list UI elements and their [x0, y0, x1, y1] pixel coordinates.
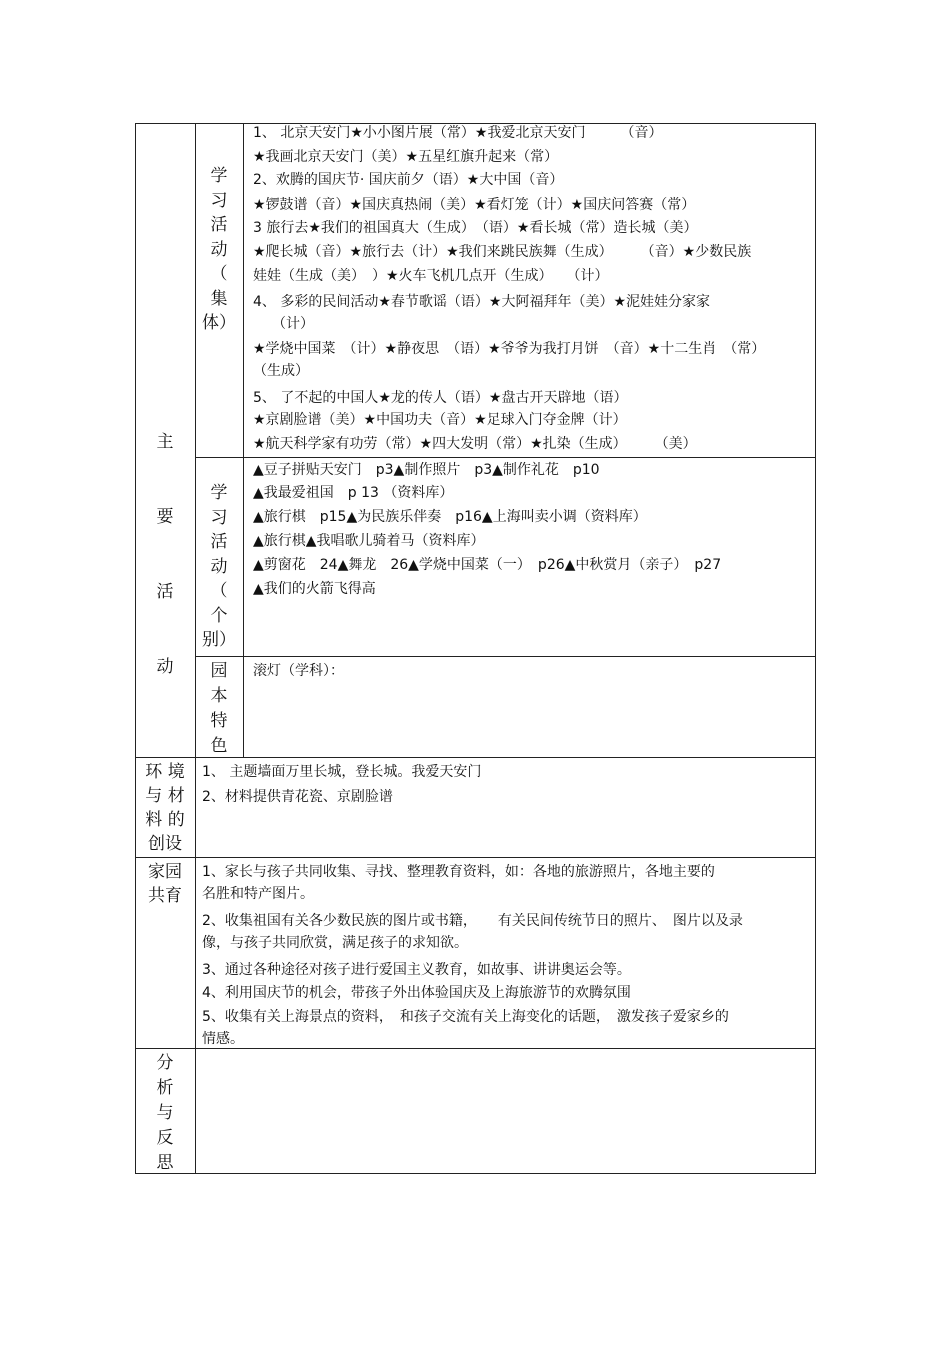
- individual-line: ▲我最爱祖国 p 13 （资料库）: [253, 485, 454, 501]
- table-border-right: [815, 123, 816, 1174]
- collective-line: ★爬长城（音）★旅行去（计）★我们来跳民族舞（生成） （音）★少数民族: [253, 244, 752, 260]
- label-char: 反: [156, 1128, 174, 1148]
- label-line: 共育: [148, 886, 182, 906]
- row-divider-collective: [195, 457, 816, 458]
- label-char: 特: [210, 711, 228, 731]
- label-char: 析: [156, 1078, 174, 1098]
- label-char: 学: [210, 483, 228, 503]
- home-line: 像，与孩子共同欣赏，满足孩子的求知欲。: [202, 935, 468, 951]
- collective-line: 1、 北京天安门★小小图片展（常）★我爱北京天安门 （音）: [253, 125, 663, 141]
- label-line: 家园: [148, 862, 182, 882]
- row-divider-individual: [195, 656, 816, 657]
- environment-line: 1、 主题墙面万里长城，登长城。我爱天安门: [202, 764, 482, 780]
- feature-label: [197, 659, 241, 759]
- collective-line: 4、 多彩的民间活动★春节歌谣（语）★大阿福拜年（美）★泥娃娃分家家: [253, 294, 711, 310]
- home-line: 2、收集祖国有关各少数民族的图片或书籍， 有关民间传统节日的照片、 图片以及录: [202, 913, 743, 929]
- collective-line: ★京剧脸谱（美）★中国功夫（音）★足球入门夺金牌（计）: [253, 412, 627, 428]
- label-line: 料 的: [145, 810, 185, 830]
- home-line: 情感。: [202, 1031, 244, 1047]
- individual-line: ▲我们的火箭飞得高: [253, 581, 376, 597]
- collective-line: （计）: [265, 316, 314, 332]
- home-line: 名胜和特产图片。: [202, 886, 314, 902]
- column-divider-2: [243, 123, 244, 757]
- label-char: 动: [210, 556, 228, 577]
- column-divider-1: [195, 123, 196, 1174]
- label-line: 创设: [148, 834, 182, 854]
- table-border-bottom: [135, 1173, 816, 1174]
- collective-label: [197, 164, 241, 336]
- collective-line: 3 旅行去★我们的祖国真大（生成） （语）★看长城（常）造长城（美）: [253, 220, 698, 236]
- table-border-left: [135, 123, 136, 1174]
- label-char: 学: [210, 166, 228, 186]
- individual-line: ▲豆子拼贴天安门 p3▲制作照片 p3▲制作礼花 p10: [253, 462, 600, 478]
- home-line: 5、收集有关上海景点的资料， 和孩子交流有关上海变化的话题， 激发孩子爱家乡的: [202, 1009, 729, 1025]
- environment-line: 2、材料提供青花瓷、京剧脸谱: [202, 789, 393, 805]
- reflection-label: [137, 1051, 193, 1176]
- label-char: 分: [156, 1053, 174, 1073]
- label-char: 活: [210, 532, 228, 552]
- collective-line: ★航天科学家有功劳（常）★四大发明（常）★扎染（生成） （美）: [253, 436, 697, 452]
- collective-line: ★锣鼓谱（音）★国庆真热闹（美）★看灯笼（计）★国庆问答赛（常）: [253, 197, 696, 213]
- row-divider-environment: [135, 857, 816, 858]
- home-line: 1、家长与孩子共同收集、寻找、整理教育资料，如：各地的旅游照片，各地主要的: [202, 864, 715, 880]
- label-char: 活: [210, 215, 228, 235]
- collective-line: ★我画北京天安门（美）★五星红旗升起来（常）: [253, 149, 559, 165]
- individual-line: ▲旅行棋▲我唱歌儿骑着马（资料库）: [253, 533, 485, 549]
- collective-line: 5、 了不起的中国人★龙的传人（语）★盘古开天辟地（语）: [253, 390, 628, 406]
- individual-line: ▲旅行棋 p15▲为民族乐伴奏 p16▲上海叫卖小调（资料库）: [253, 509, 647, 525]
- main-label-char: 动: [156, 657, 174, 677]
- row-divider-home: [135, 1048, 816, 1049]
- label-char: 习: [210, 190, 228, 211]
- home-line: 4、利用国庆节的机会，带孩子外出体验国庆及上海旅游节的欢腾氛围: [202, 985, 631, 1001]
- label-char: 集: [210, 288, 228, 309]
- label-line: 与 材: [145, 786, 185, 806]
- label-char: （: [210, 264, 228, 284]
- reflection-content-area[interactable]: [197, 1050, 814, 1172]
- home-cooperation-label: [137, 860, 193, 908]
- label-char: 别）: [202, 630, 236, 650]
- label-char: 体）: [202, 313, 236, 333]
- label-char: 园: [210, 661, 228, 681]
- feature-text: 滚灯（学科）：: [253, 663, 344, 679]
- collective-line: ★学烧中国菜 （计）★静夜思 （语）★爷爷为我打月饼 （音）★十二生肖 （常）: [253, 341, 766, 357]
- label-char: 动: [210, 239, 228, 260]
- individual-label: [197, 481, 241, 653]
- main-label-char: 活: [156, 582, 174, 602]
- label-char: 色: [210, 736, 228, 756]
- individual-line: ▲剪窗花 24▲舞龙 26▲学烧中国菜（一） p26▲中秋赏月（亲子） p27: [253, 557, 722, 573]
- label-char: 与: [156, 1103, 174, 1123]
- label-char: 思: [156, 1153, 174, 1173]
- main-label-char: 主: [156, 432, 174, 452]
- label-line: 环 境: [145, 762, 185, 782]
- collective-line: 娃娃（生成（美） ）★火车飞机几点开（生成） （计）: [253, 268, 609, 284]
- home-line: 3、通过各种途径对孩子进行爱国主义教育，如故事、讲讲奥运会等。: [202, 962, 631, 978]
- label-char: 个: [210, 605, 228, 626]
- label-char: （: [210, 581, 228, 601]
- collective-line: 2、欢腾的国庆节· 国庆前夕（语）★大中国（音）: [253, 172, 564, 188]
- label-char: 本: [210, 686, 228, 706]
- main-label-char: 要: [156, 507, 174, 527]
- main-activity-label: [140, 427, 190, 677]
- collective-line: （生成）: [253, 363, 309, 379]
- label-char: 习: [210, 507, 228, 528]
- environment-label: [137, 760, 193, 856]
